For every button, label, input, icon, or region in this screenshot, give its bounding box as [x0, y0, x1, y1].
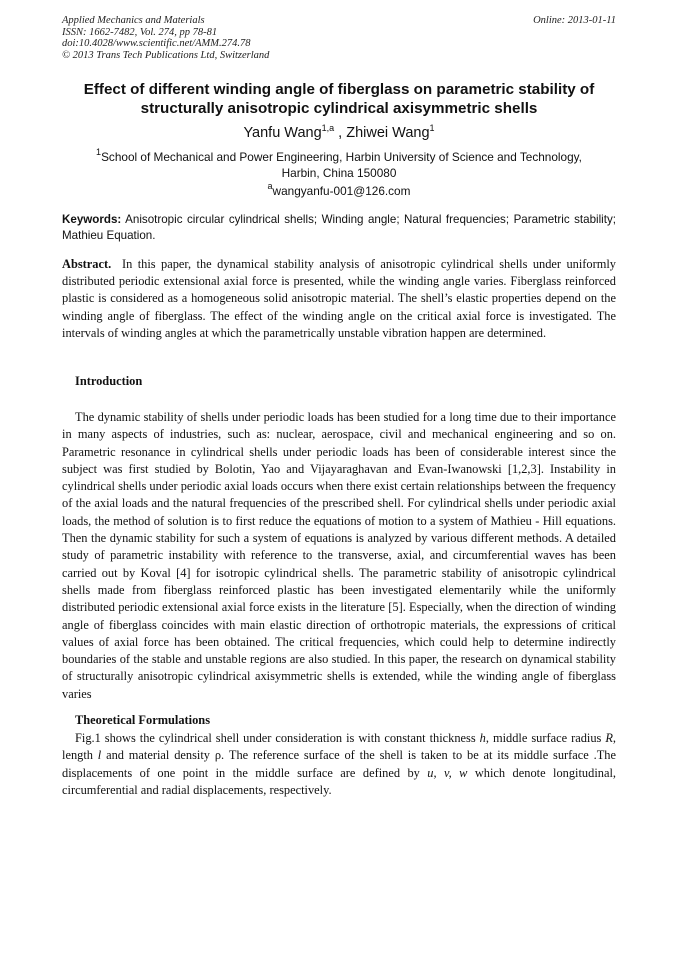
author-2: Zhiwei Wang: [346, 125, 430, 141]
theory-text-3: , length: [62, 731, 617, 763]
title-line-1: Effect of different winding angle of fiberglass on parametric stability of: [83, 81, 595, 98]
symbol-l: l: [97, 748, 102, 763]
introduction-heading: Introduction: [75, 374, 143, 388]
symbol-R: R: [605, 731, 613, 745]
theory-text-5: . The reference surface of the shell is taken to be at its middle surface .The displacements of one point in the middle surface are defined by: [62, 748, 616, 780]
symbol-h: h: [479, 731, 486, 745]
symbol-uvw: u, v, w: [427, 765, 468, 780]
title-line-2: structurally anisotropic cylindrical axisymmetric shells: [140, 100, 538, 117]
copyright-line: © 2013 Trans Tech Publications Ltd, Switzerland: [62, 49, 270, 61]
theory-heading: Theoretical Formulations: [75, 713, 211, 727]
affiliation-mark: 1: [96, 147, 102, 157]
theory-paragraph: [62, 730, 616, 799]
issn-line: ISSN: 1662-7482, Vol. 274, pp 78-81: [62, 26, 218, 38]
author-1-affil-mark: 1,a: [321, 123, 335, 133]
email-address[interactable]: wangyanfu-001@126.com: [272, 184, 411, 198]
abstract-text: In this paper, the dynamical stability analysis of anisotropic cylindrical shells under uniformly distributed periodic extensional axial force is presented, while the winding angle varies. Fiberglass reinforced plastic is considered as a homogeneous solid anisotropic material. The shell’s elastic properties depend on the winding angle of fiberglass. The effect of the winding angle on the critical axial force is investigated. The intervals of winding angles at which the parametrically unstable vibration happen are determined.: [62, 257, 617, 340]
affiliation: [60, 147, 618, 181]
abstract-label: Abstract.: [62, 257, 112, 271]
theory-text-1: Fig.1 shows the cylindrical shell under consideration is with constant thickness: [75, 731, 480, 745]
theory-text-2: , middle surface radius: [485, 731, 606, 745]
journal-name: Applied Mechanics and Materials: [62, 15, 205, 26]
paper-title: [40, 80, 638, 118]
author-list: [40, 124, 638, 142]
author-separator: ,: [334, 125, 347, 141]
theory-text-4: and material density: [101, 748, 215, 763]
affiliation-line-2: Harbin, China 150080: [281, 165, 397, 180]
keywords-label: Keywords:: [62, 213, 122, 226]
symbol-rho: ρ: [214, 748, 221, 763]
journal-header: [62, 15, 616, 61]
introduction-paragraph: The dynamic stability of shells under periodic loads has been studied for a long time due to their importance in many aspects of industries, such as: nuclear, aerospace, civil and mechanical engineering and so on. Parametric resonance in cylindrical shells under periodic loads has been of considerable interest since the subject was first studied by Bolotin, Yao and Vijayaraghavan and Evan-Iwanowski [1,2,3]. Instability in cylindrical shells under periodic axial loads occurs when there exist certain relationships between the frequency of the axial loads and the natural frequencies of the prescribed shell. For cylindrical shells under periodic axial loads, the method of solution is to first reduce the equations of motion to a system of Mathieu - Hill equations. Then the dynamic stability for such a system of equations is analyzed by various different methods. A detailed study of parametric instability with reference to the transverse, axial, and circumferential waves has been carried out by Koval [4] for isotropic cylindrical shells. The parametric stability of anisotropic cylindrical shells made from fiberglass reinforced plastic has been investigated elementarily while the uniformly distributed periodic extensional axial force exists in the literature [5]. Especially, when the direction of winding angle of fiberglass coincides with main elastic direction of orthotropic materials, the expressions of critical values of axial force has been obtained. The critical frequencies, which could help to determine indirectly boundaries of the stable and unstable regions are also studied. In this paper, the research on dynamical stability of structurally anisotropic cylindrical axisymmetric shells is extended, while the winding angle of fiberglass varies: [62, 410, 616, 701]
keywords-text: Anisotropic circular cylindrical shells; Winding angle; Natural frequencies; Parametric stability; Mathieu Equation.: [62, 213, 616, 242]
author-2-affil-mark: 1: [429, 123, 435, 133]
author-1: Yanfu Wang: [243, 125, 322, 141]
affiliation-line-1: School of Mechanical and Power Engineering, Harbin University of Science and Technology,: [101, 150, 582, 164]
theory-text-6: which denote longitudinal, circumferential and radial displacements, respectively.: [62, 765, 617, 797]
abstract-block: [62, 256, 616, 342]
doi-line[interactable]: doi:10.4028/www.scientific.net/AMM.274.78: [62, 38, 251, 50]
keywords-block: [62, 212, 616, 243]
contact-email: [60, 181, 618, 199]
online-date: Online: 2013-01-11: [533, 15, 616, 26]
email-mark: a: [267, 181, 273, 191]
